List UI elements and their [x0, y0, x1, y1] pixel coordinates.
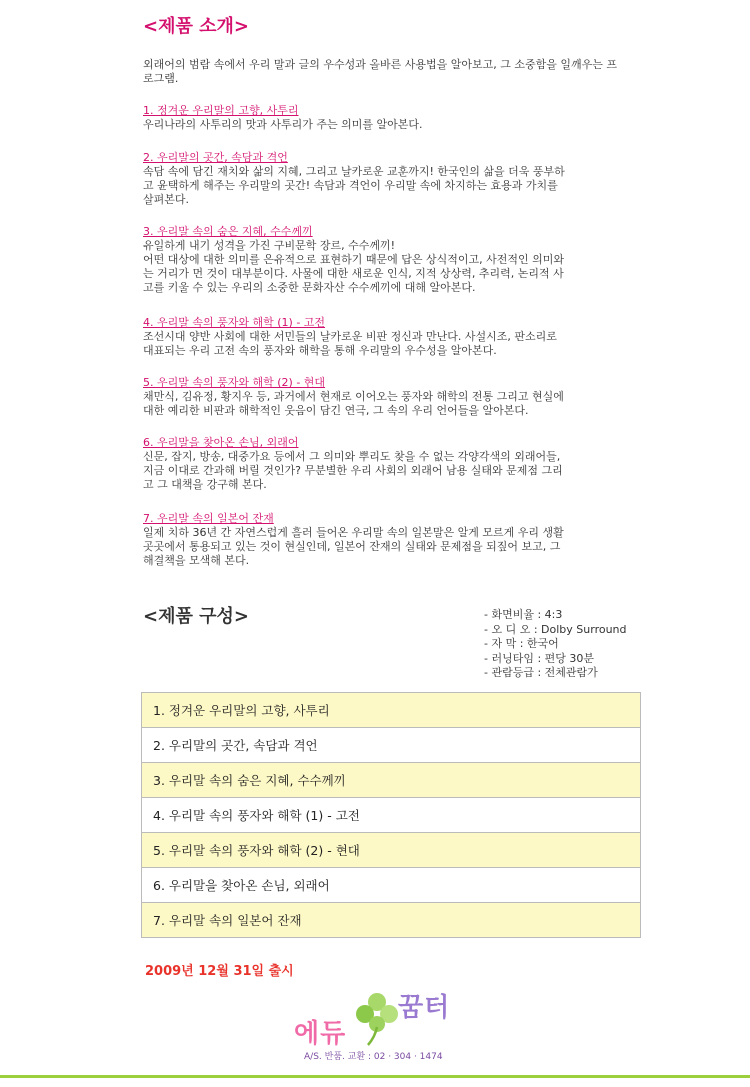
section-body: 일제 치하 36년 간 자연스럽게 흘러 들어온 우리말 속의 일본말은 알게 모르게 우리 생활 곳곳에서 통용되고 있는 것이 현실인데, 일본어 잔재의 실태와 문제점을 되짚어 보고, 그 해결책을 모색해 본다. [143, 526, 564, 567]
logo-word-edu: 에듀 [294, 1019, 347, 1049]
spec-rating: - 관람등급 : 전체관람가 [484, 666, 598, 679]
section-3 [143, 225, 621, 295]
episode-row: 7. 우리말 속의 일본어 잔재 [142, 903, 640, 938]
section-title: 6. 우리말을 찾아온 손님, 외래어 [143, 436, 299, 449]
section-4 [143, 316, 621, 358]
release-date: 2009년 12월 31일 출시 [145, 964, 294, 979]
intro-heading: <제품 소개> [143, 16, 249, 37]
spec-aspect-ratio: - 화면비율 : 4:3 [484, 608, 563, 621]
section-body: 유일하게 내기 성격을 가진 구비문학 장르, 수수께끼! 어떤 대상에 대한 의미를 은유적으로 표현하기 때문에 답은 상식적이고, 사전적인 의미와 는 거리가 먼 것이 대부분이다. 사물에 대한 새로운 인식, 지적 상상력, 추리력, 논리적 사 고를 키울 수 있는 우리의 소중한 문화자산 수수께끼에 대해 알아본다. [143, 239, 564, 294]
section-2 [143, 151, 621, 207]
spec-list [484, 608, 627, 681]
section-title: 4. 우리말 속의 풍자와 해학 (1) - 고전 [143, 316, 326, 329]
episode-row: 2. 우리말의 곳간, 속담과 격언 [142, 728, 640, 763]
episode-table [141, 692, 641, 938]
logo-word-kkumteo: 꿈터 [398, 993, 451, 1023]
section-body: 신문, 잡지, 방송, 대중가요 등에서 그 의미와 뿌리도 찾을 수 없는 각양각색의 외래어들, 지금 이대로 간과해 버릴 것인가? 무분별한 우리 사회의 외래어 남용 실태와 문제점 그리 고 그 대책을 강구해 본다. [143, 450, 563, 491]
spec-subtitle: - 자 막 : 한국어 [484, 637, 559, 650]
section-5 [143, 376, 621, 418]
section-title: 3. 우리말 속의 숨은 지혜, 수수께끼 [143, 225, 313, 238]
section-body: 우리나라의 사투리의 맛과 사투리가 주는 의미를 알아본다. [143, 118, 423, 131]
section-title: 7. 우리말 속의 일본어 잔재 [143, 512, 274, 525]
bottom-divider [0, 1075, 750, 1078]
episode-row: 3. 우리말 속의 숨은 지혜, 수수께끼 [142, 763, 640, 798]
brand-logo [294, 985, 464, 1065]
composition-heading: <제품 구성> [143, 606, 249, 627]
episode-row: 1. 정겨운 우리말의 고향, 사투리 [142, 693, 640, 728]
episode-row: 6. 우리말을 찾아온 손님, 외래어 [142, 868, 640, 903]
episode-row: 4. 우리말 속의 풍자와 해학 (1) - 고전 [142, 798, 640, 833]
section-1 [143, 104, 621, 132]
section-body: 조선시대 양반 사회에 대한 서민들의 날카로운 비판 정신과 만난다. 사설시조, 판소리로 대표되는 우리 고전 속의 풍자와 해학을 통해 우리말의 우수성을 알아본다. [143, 330, 557, 357]
section-title: 5. 우리말 속의 풍자와 해학 (2) - 현대 [143, 376, 326, 389]
intro-text: 외래어의 범람 속에서 우리 말과 글의 우수성과 올바른 사용법을 알아보고, 그 소중함을 일깨우는 프로그램. [143, 58, 617, 85]
customer-service-text: A/S. 반품. 교환 : 02 · 304 · 1474 [304, 1052, 443, 1062]
section-6 [143, 436, 621, 492]
spec-audio: - 오 디 오 : Dolby Surround [484, 622, 627, 636]
episode-row: 5. 우리말 속의 풍자와 해학 (2) - 현대 [142, 833, 640, 868]
section-title: 1. 정겨운 우리말의 고향, 사투리 [143, 104, 299, 117]
clover-icon [352, 989, 402, 1047]
section-7 [143, 512, 621, 568]
section-body: 채만식, 김유정, 황지우 등, 과거에서 현재로 이어오는 풍자와 해학의 전통 그리고 현실에 대한 예리한 비판과 해학적인 웃음이 담긴 연극, 그 속의 우리 언어들을 알아본다. [143, 390, 564, 417]
section-body: 속담 속에 담긴 재치와 삶의 지혜, 그리고 날카로운 교훈까지! 한국인의 삶을 더욱 풍부하 고 윤택하게 해주는 우리말의 곳간! 속담과 격언이 우리말 속에 차지하는 효용과 가치를 살펴본다. [143, 165, 565, 206]
section-title: 2. 우리말의 곳간, 속담과 격언 [143, 151, 288, 164]
spec-running-time: - 러닝타임 : 편당 30분 [484, 651, 595, 665]
